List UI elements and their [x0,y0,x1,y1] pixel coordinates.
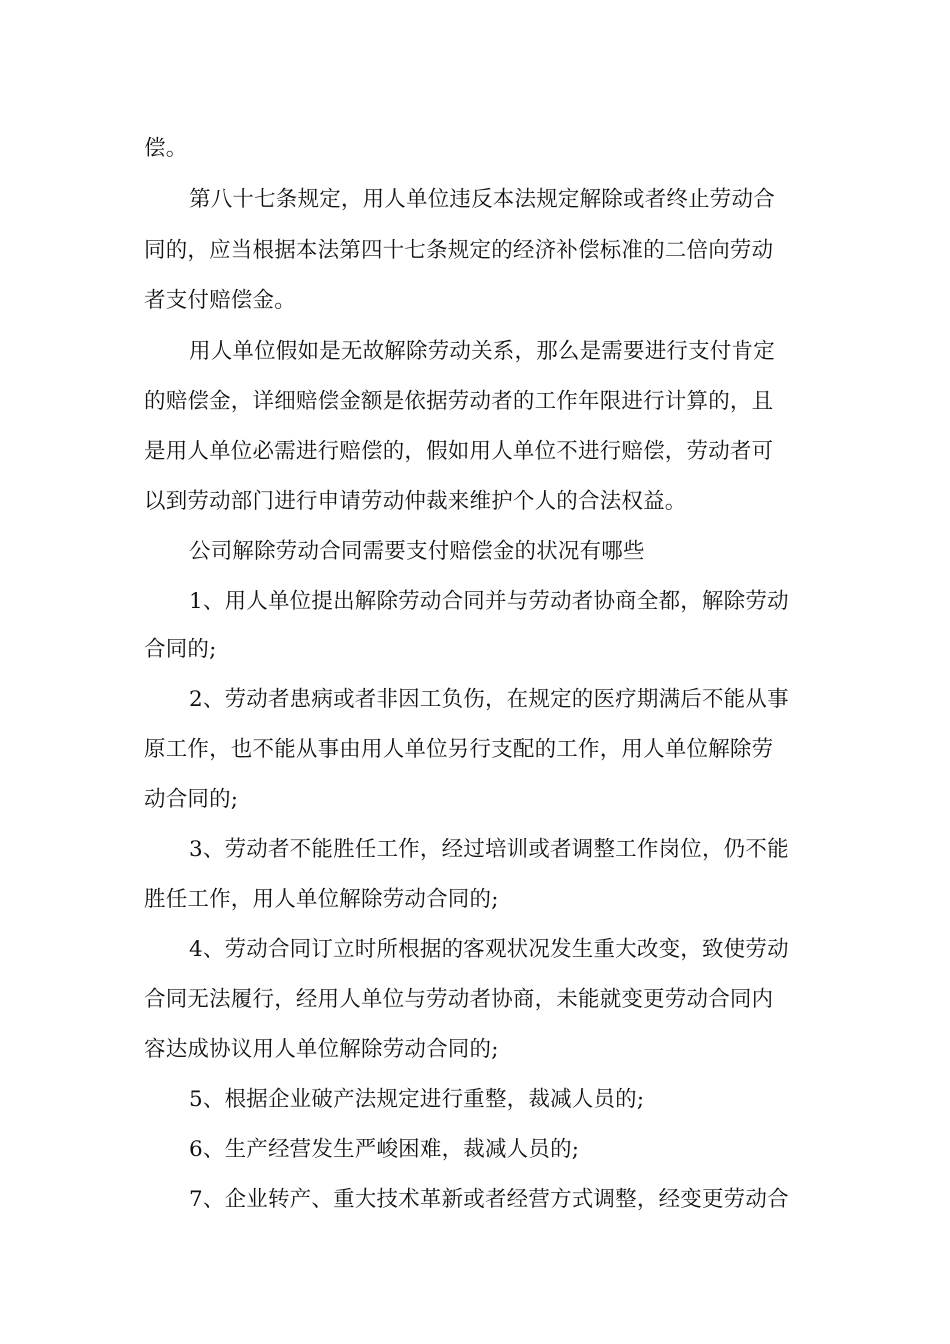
section-heading: 公司解除劳动合同需要支付赔偿金的状况有哪些 [189,539,645,564]
list-item-3: 3、劳动者不能胜任工作，经过培训或者调整工作岗位，仍不能 [189,837,789,862]
text-line: 同的，应当根据本法第四十七条规定的经济补偿标准的二倍向劳动 [144,238,774,263]
list-item-7: 7、企业转产、重大技术革新或者经营方式调整，经变更劳动合 [189,1187,789,1212]
text-line: 合同无法履行，经用人单位与劳动者协商，未能就变更劳动合同内 [144,987,774,1012]
text-line: 合同的; [144,637,217,662]
text-line: 容达成协议用人单位解除劳动合同的; [144,1037,499,1062]
text-line: 是用人单位必需进行赔偿的，假如用人单位不进行赔偿，劳动者可 [144,439,774,464]
text-line: 的赔偿金，详细赔偿金额是依据劳动者的工作年限进行计算的，且 [144,389,774,414]
list-item-4: 4、劳动合同订立时所根据的客观状况发生重大改变，致使劳动 [189,937,789,962]
text-line: 原工作，也不能从事由用人单位另行支配的工作，用人单位解除劳 [144,737,774,762]
list-item-5: 5、根据企业破产法规定进行重整，裁减人员的; [189,1087,645,1112]
list-item-6: 6、生产经营发生严峻困难，裁减人员的; [189,1137,580,1162]
list-item-2: 2、劳动者患病或者非因工负伤，在规定的医疗期满后不能从事 [189,687,789,712]
paragraph-line: 第八十七条规定，用人单位违反本法规定解除或者终止劳动合 [189,187,775,212]
text-line: 以到劳动部门进行申请劳动仲裁来维护个人的合法权益。 [144,489,687,514]
text-line: 者支付赔偿金。 [144,288,296,313]
text-line: 胜任工作，用人单位解除劳动合同的; [144,887,499,912]
paragraph-line: 用人单位假如是无故解除劳动关系，那么是需要进行支付肯定 [189,339,775,364]
text-line: 偿。 [144,136,188,161]
list-item-1: 1、用人单位提出解除劳动合同并与劳动者协商全都，解除劳动 [189,589,789,614]
text-line: 动合同的; [144,787,239,812]
